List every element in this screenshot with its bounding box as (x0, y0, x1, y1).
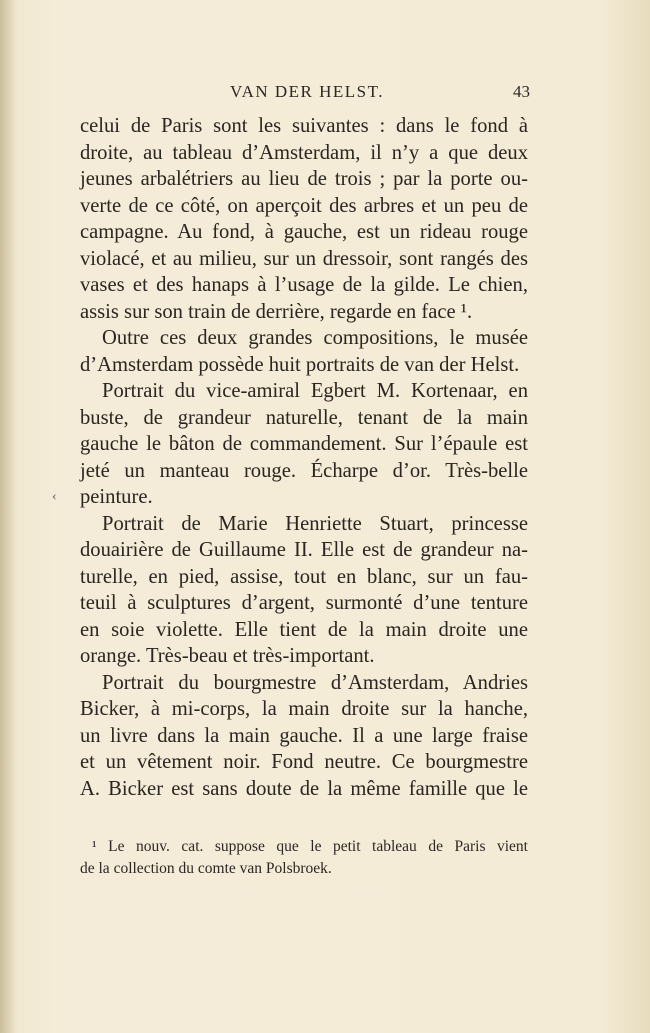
text-line: jeté un manteau rouge. Écharpe d’or. Très-belle (80, 459, 528, 482)
text-line: en soie violette. Elle tient de la main droite une (80, 618, 528, 641)
page-number: 43 (513, 82, 530, 101)
text-line: d’Amsterdam possède huit portraits de van der Helst. (80, 353, 520, 376)
text-line: assis sur son train de derrière, regarde en face ¹. (80, 300, 473, 323)
footnote-line: ¹ Le nouv. cat. suppose que le petit tableau de Paris vient (92, 838, 528, 855)
text-line: celui de Paris sont les suivantes : dans le fond à (80, 115, 528, 137)
page-header (80, 82, 530, 112)
body-text (80, 113, 528, 802)
text-line: Portrait de Marie Henriette Stuart, princesse (102, 512, 528, 535)
text-line: droite, au tableau d’Amsterdam, il n’y a que deux (80, 141, 528, 164)
text-line: orange. Très-beau et très-important. (80, 645, 375, 667)
text-line: turelle, en pied, assise, tout en blanc, sur un fau- (80, 565, 528, 588)
footnote-line: de la collection du comte van Polsbroek. (80, 860, 332, 877)
running-title: VAN DER HELST. (230, 82, 385, 101)
text-line: jeunes arbalétriers au lieu de trois ; par la porte ou- (80, 168, 528, 190)
text-line: buste, de grandeur naturelle, tenant de la main (80, 406, 528, 429)
text-line: gauche le bâton de commandement. Sur l’épaule est (80, 433, 528, 455)
text-line: Outre ces deux grandes compositions, le musée (102, 327, 528, 349)
text-line: verte de ce côté, on aperçoit des arbres et un peu de (80, 194, 528, 217)
text-line: Bicker, à mi-corps, la main droite sur la hanche, (80, 698, 528, 720)
margin-mark: ‹ (52, 489, 57, 504)
text-line: campagne. Au fond, à gauche, est un rideau rouge (80, 221, 528, 243)
text-line: vases et des hanaps à l’usage de la gilde. Le chien, (80, 274, 528, 296)
text-line: A. Bicker est sans doute de la même famille que le (80, 777, 528, 800)
page-spine-shadow (0, 0, 16, 1033)
text-line: et un vêtement noir. Fond neutre. Ce bourgmestre (80, 751, 528, 773)
text-line: Portrait du bourgmestre d’Amsterdam, Andries (102, 671, 528, 694)
text-line: douairière de Guillaume II. Elle est de grandeur na- (80, 539, 528, 561)
text-line: Portrait du vice-amiral Egbert M. Kortenaar, en (102, 380, 528, 402)
text-line: teuil à sculptures d’argent, surmonté d’une tenture (80, 592, 528, 614)
text-line: peinture. (80, 486, 153, 508)
footnote (80, 836, 528, 880)
text-line: un livre dans la main gauche. Il a une large fraise (80, 724, 528, 747)
text-line: violacé, et au milieu, sur un dressoir, sont rangés des (80, 247, 528, 270)
